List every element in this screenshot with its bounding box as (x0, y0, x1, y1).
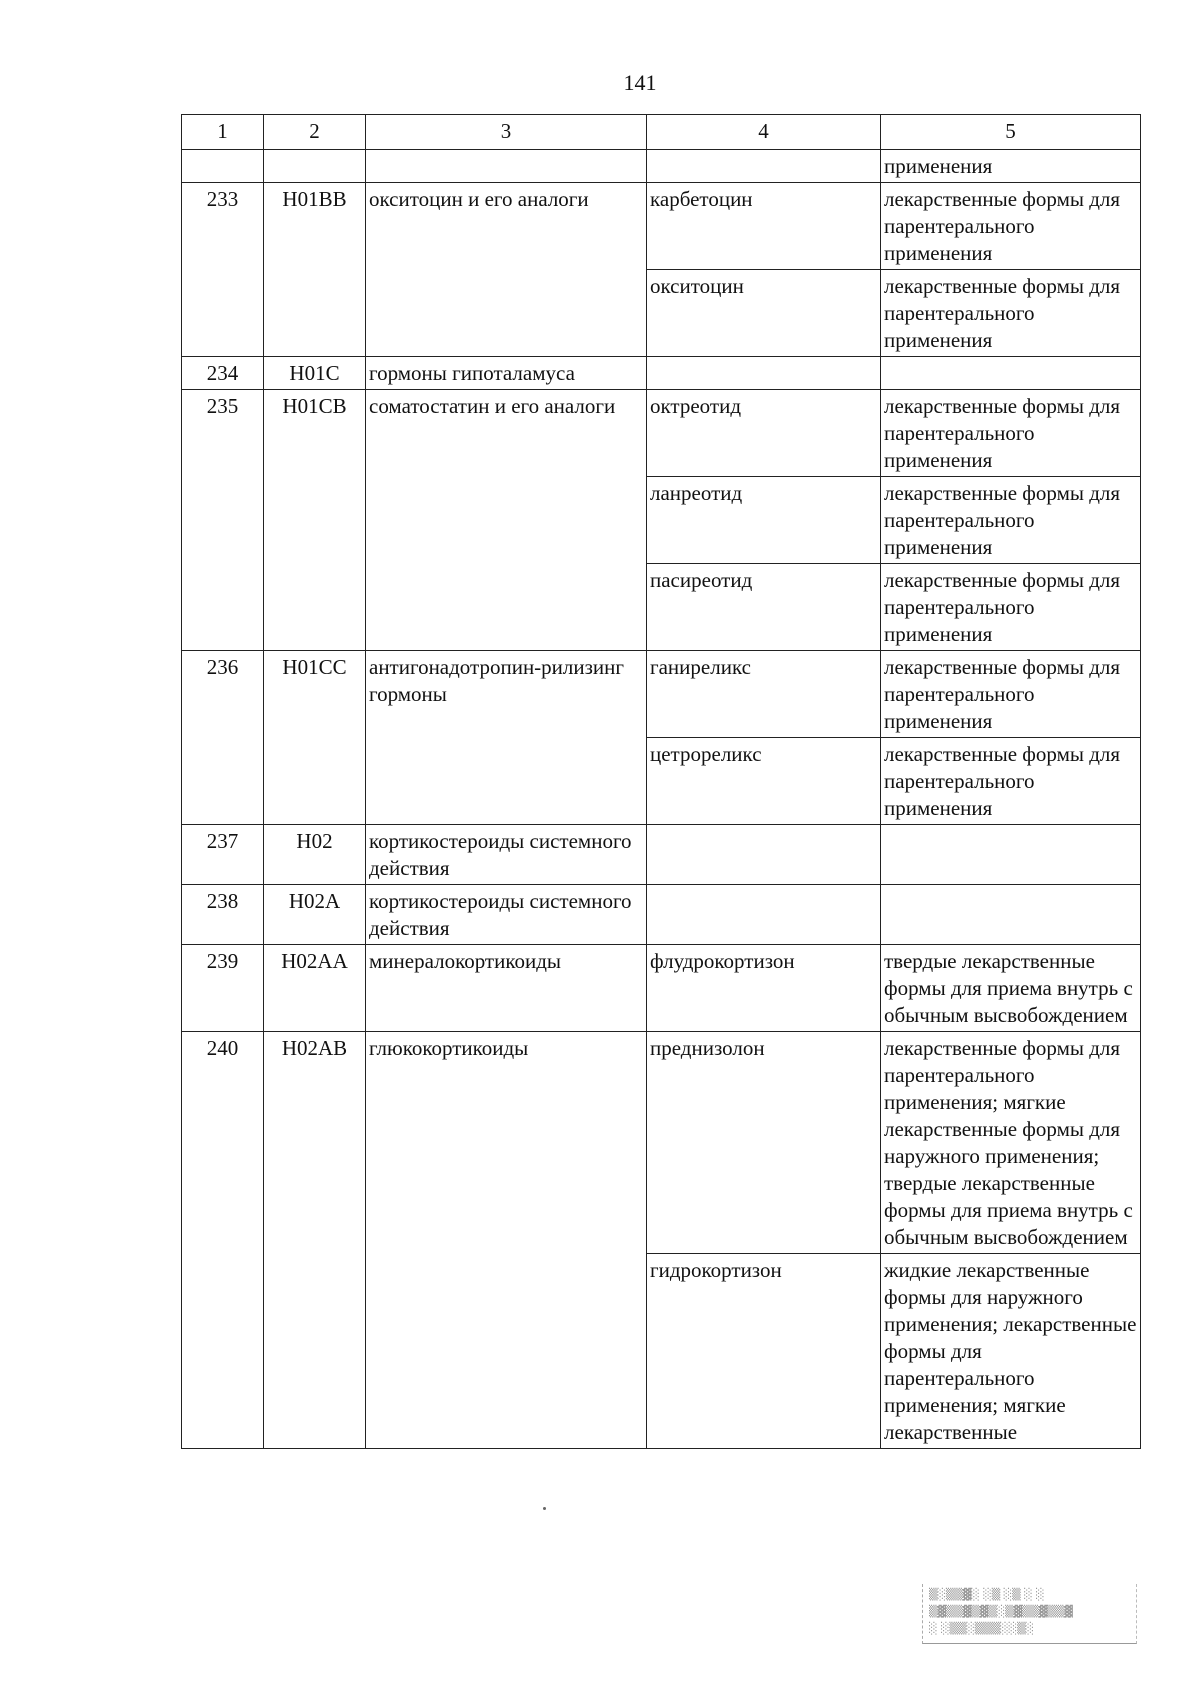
atc-group-cell: кортикостероиды системного действия (366, 885, 647, 945)
drug-name-cell: ганиреликс (647, 651, 881, 738)
dosage-form-cell: лекарственные формы для парентерального применения (881, 390, 1141, 477)
continuation-row (182, 150, 1141, 183)
table-row (182, 885, 1141, 945)
dosage-form-cell: лекарственные формы для парентерального применения (881, 564, 1141, 651)
atc-group-cell: соматостатин и его аналоги (366, 390, 647, 651)
dosage-form-cell: лекарственные формы для парентерального применения; мягкие лекарственные формы для наружного применения; твердые лекарственные формы для приема внутрь с обычным высвобождением (881, 1032, 1141, 1254)
column-number-row (182, 115, 1141, 150)
drug-name-cell: ланреотид (647, 477, 881, 564)
dosage-form-cell: лекарственные формы для парентерального применения (881, 183, 1141, 270)
drug-name-cell: гидрокортизон (647, 1254, 881, 1449)
dosage-form-cell: применения (881, 150, 1141, 183)
drug-name-cell (647, 357, 881, 390)
drug-name-cell: карбетоцин (647, 183, 881, 270)
table-row (182, 357, 1141, 390)
row-number-cell: 233 (182, 183, 264, 357)
atc-group-cell: гормоны гипоталамуса (366, 357, 647, 390)
row-number-cell: 236 (182, 651, 264, 825)
table-row (182, 945, 1141, 1032)
row-number-cell: 234 (182, 357, 264, 390)
dosage-form-cell: лекарственные формы для парентерального применения (881, 270, 1141, 357)
scan-speck (543, 1507, 546, 1510)
dosage-form-cell: жидкие лекарственные формы для наружного применения; лекарственные формы для парентерального применения; мягкие лекарственные (881, 1254, 1141, 1449)
column-number: 2 (264, 115, 366, 150)
dosage-form-cell (881, 825, 1141, 885)
column-number: 3 (366, 115, 647, 150)
atc-group-cell: кортикостероиды системного действия (366, 825, 647, 885)
empty-cell (182, 150, 264, 183)
table-row (182, 183, 1141, 270)
row-number-cell: 240 (182, 1032, 264, 1449)
atc-code-cell: H01C (264, 357, 366, 390)
column-number: 5 (881, 115, 1141, 150)
table-row (182, 390, 1141, 477)
dosage-form-cell (881, 357, 1141, 390)
dosage-form-cell: лекарственные формы для парентерального применения (881, 651, 1141, 738)
row-number-cell: 235 (182, 390, 264, 651)
drug-name-cell: цетрореликс (647, 738, 881, 825)
atc-group-cell: глюкокортикоиды (366, 1032, 647, 1449)
atc-code-cell: H02A (264, 885, 366, 945)
dosage-form-cell: лекарственные формы для парентерального применения (881, 477, 1141, 564)
medicines-table (181, 114, 1141, 1449)
atc-code-cell: H02AA (264, 945, 366, 1032)
certification-stamp: ▒░▒▒▓░ ░▒ ░▒ ░ ░ ▒▓▒▒▓▒▓▒░▒▓▒▒▓▒▒▓ ░ ░▒▒░▒▒▒░░▒░ (922, 1584, 1137, 1644)
atc-code-cell: H01CC (264, 651, 366, 825)
drug-name-cell (647, 885, 881, 945)
atc-group-cell: минералокортикоиды (366, 945, 647, 1032)
row-number-cell: 239 (182, 945, 264, 1032)
drug-name-cell: преднизолон (647, 1032, 881, 1254)
drug-name-cell: октреотид (647, 390, 881, 477)
atc-code-cell: H01BB (264, 183, 366, 357)
drug-name-cell: окситоцин (647, 270, 881, 357)
atc-code-cell: H02 (264, 825, 366, 885)
empty-cell (366, 150, 647, 183)
row-number-cell: 237 (182, 825, 264, 885)
atc-group-cell: антигонадотропин-рилизинг гормоны (366, 651, 647, 825)
dosage-form-cell: лекарственные формы для парентерального применения (881, 738, 1141, 825)
dosage-form-cell (881, 885, 1141, 945)
table-row (182, 1032, 1141, 1254)
column-number: 1 (182, 115, 264, 150)
atc-group-cell: окситоцин и его аналоги (366, 183, 647, 357)
drug-name-cell: пасиреотид (647, 564, 881, 651)
dosage-form-cell: твердые лекарственные формы для приема внутрь с обычным высвобождением (881, 945, 1141, 1032)
page-number: 141 (623, 70, 657, 95)
empty-cell (264, 150, 366, 183)
table-row (182, 825, 1141, 885)
drug-name-cell: флудрокортизон (647, 945, 881, 1032)
atc-code-cell: H02AB (264, 1032, 366, 1449)
table-row (182, 651, 1141, 738)
drug-name-cell (647, 825, 881, 885)
row-number-cell: 238 (182, 885, 264, 945)
empty-cell (647, 150, 881, 183)
atc-code-cell: H01CB (264, 390, 366, 651)
column-number: 4 (647, 115, 881, 150)
